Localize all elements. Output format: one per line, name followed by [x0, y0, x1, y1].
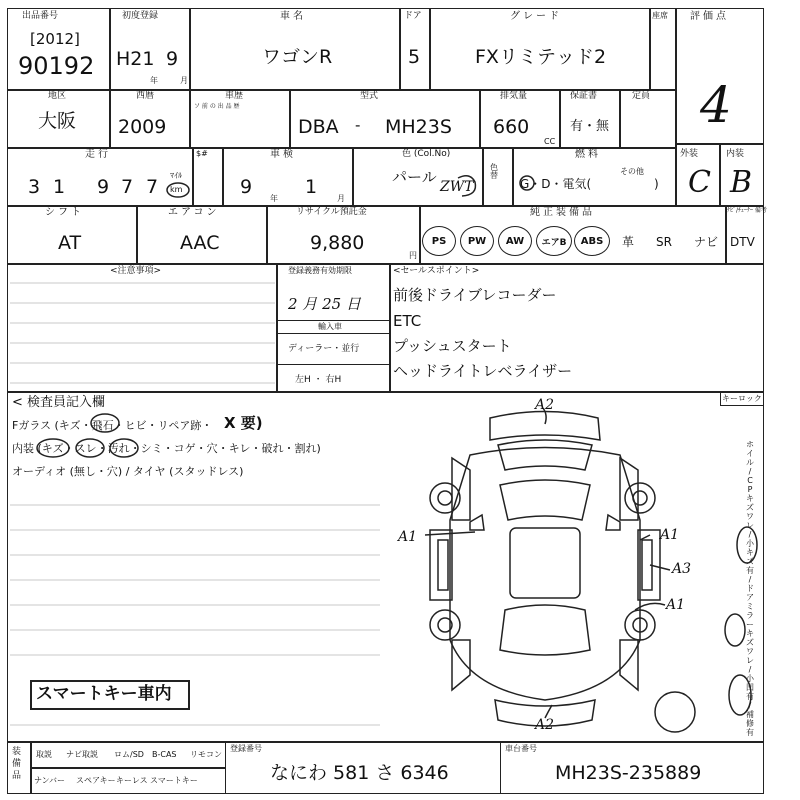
vertical-note-char: ル — [746, 458, 754, 467]
footer-item: 取説 — [36, 750, 52, 759]
inspection-year-unit: 年 — [270, 194, 278, 203]
reg-no: なにわ 581 さ 6346 — [270, 762, 449, 784]
mileage-label: 走行 — [85, 149, 111, 160]
equipment-dtv: DTV — [730, 235, 755, 249]
vertical-note-char: 凹 — [746, 683, 754, 692]
color-label: 色 (Col.No) — [402, 149, 451, 159]
vertical-note-char: レ — [746, 521, 754, 530]
footer-item: キーレス — [116, 776, 148, 785]
vertical-note-char: ミ — [746, 602, 754, 611]
exterior-grade: C — [688, 165, 711, 200]
vertical-note-char: 有 — [746, 728, 754, 737]
recycle-fee: 9,880 — [310, 232, 365, 254]
vertical-note-char: キ — [746, 548, 754, 557]
inspector-label: < 検査員記入欄 — [12, 395, 106, 410]
mileage-digit: 1 — [53, 176, 66, 198]
footer-item: ロム/SD — [114, 750, 144, 759]
notes-label: <注意事項> — [110, 266, 162, 276]
capacity-label: 定員 — [632, 91, 651, 101]
vertical-note-char: / — [748, 665, 752, 674]
vertical-note-char: レ — [746, 656, 754, 665]
exterior-label: 外装 — [680, 149, 699, 159]
area-label: 地区 — [48, 91, 67, 101]
aircon: AAC — [180, 232, 220, 254]
inspector-interior: 内装 (キズ・スレ・汚れ・シミ・コゲ・穴・キレ・破れ・割れ) — [12, 442, 321, 455]
handle-label: 座席 — [652, 11, 668, 20]
vertical-note-char: 補 — [746, 710, 754, 719]
inspector-audio: オーディオ (無し・穴) / タイヤ (スタッドレス) — [12, 465, 244, 478]
color-change-label: 色替 — [490, 163, 498, 180]
vertical-note-char: ア — [746, 593, 754, 602]
interior-grade: B — [730, 165, 753, 200]
reg-expiry: 2 月 25 日 — [288, 295, 361, 313]
equipment-ps: PS — [422, 226, 456, 256]
footer-item: ナビ取説 — [66, 750, 98, 759]
vertical-note-char: P — [747, 485, 753, 494]
color: パール — [392, 168, 437, 186]
sales-points-label: <セールスポイント> — [393, 266, 480, 276]
vertical-note-char: キ — [746, 494, 754, 503]
vertical-note-char: ズ — [746, 503, 754, 512]
western-year-label: 西暦 — [136, 91, 155, 101]
vertical-note-char: / — [748, 467, 752, 476]
inspection-label: 車検 — [270, 149, 296, 160]
footer-item: ナンバー — [34, 776, 66, 785]
vertical-note-char: キ — [746, 629, 754, 638]
sales-point: プッシュスタート — [393, 337, 512, 355]
mileage-digit: 7 — [121, 176, 134, 198]
stock-no-label: 出品番号 — [22, 11, 59, 21]
displacement-label: 排気量 — [500, 91, 528, 101]
fuel-close: ) — [654, 177, 659, 191]
vertical-note-char: / — [748, 530, 752, 539]
rating-score: 4 — [700, 76, 732, 134]
reg-expiry-label: 登録義務有効期限 — [288, 266, 352, 275]
fuel-other-label: その他 — [620, 167, 644, 176]
footer-item: リモコン — [190, 750, 222, 759]
vertical-note-char: ズ — [746, 557, 754, 566]
vertical-note-char: ド — [746, 584, 754, 593]
history-label: 車歴 — [225, 91, 244, 101]
mileage-unit-km: km — [170, 185, 183, 194]
vertical-note-char: ワ — [746, 647, 754, 656]
vertical-note-char: 修 — [746, 719, 754, 728]
damage-mark-rear: A2 — [535, 717, 555, 733]
area: 大阪 — [38, 110, 77, 132]
door-label: ドア — [404, 11, 422, 21]
vertical-note-char: 小 — [746, 539, 754, 548]
smartkey-stamp-text: スマートキー車内 — [36, 684, 172, 704]
first-reg-label: 初度登録 — [122, 11, 159, 21]
keylock-label: キーロック — [722, 394, 762, 403]
western-year: 2009 — [118, 116, 167, 138]
model-prefix: DBA — [298, 116, 339, 138]
shift: AT — [58, 232, 82, 254]
damage-mark-right-front: A1 — [660, 527, 680, 543]
recycle-label: リサイクル預託金 — [296, 207, 367, 217]
footer-item: スマートキー — [150, 776, 198, 785]
equipment-navi: ナビ — [694, 235, 719, 249]
damage-mark-left: A1 — [398, 529, 418, 545]
yen-unit: 円 — [409, 251, 417, 260]
reg-no-label: 登録番号 — [230, 744, 262, 753]
vertical-note-char: 小 — [746, 674, 754, 683]
model-label: 型式 — [360, 91, 379, 101]
shift-label: シフト — [45, 207, 84, 218]
sales-point: 前後ドライブレコーダー — [393, 286, 557, 304]
car-name-label: 車名 — [280, 11, 306, 22]
footer-item: B-CAS — [152, 750, 177, 759]
model-code: MH23S — [385, 116, 452, 138]
model-dash: - — [355, 116, 361, 134]
grade: FXリミテッド2 — [475, 46, 607, 68]
rating-label: 評価点 — [690, 11, 729, 22]
vertical-note-char: 有 — [746, 566, 754, 575]
inspector-glass: Fガラス (キズ・飛石・ヒビ・リペア跡・ — [12, 419, 213, 432]
mileage-digit: 7 — [146, 176, 159, 198]
inspection-year: 9 — [240, 176, 253, 198]
damage-mark-right-mid: A3 — [672, 561, 692, 577]
inspector-glass-mark: X 要) — [224, 414, 263, 432]
damage-mark-front: A2 — [535, 397, 555, 413]
footer-side-label: 装備品 — [12, 747, 22, 781]
displacement: 660 — [493, 116, 530, 138]
vertical-note-char: C — [747, 476, 753, 485]
mileage-flag-label: $# — [196, 149, 208, 158]
equipment-leather: 革 — [622, 235, 635, 249]
vertical-note-char: / — [748, 575, 752, 584]
vertical-note-char: / — [748, 701, 752, 710]
navi-tuner-label: ﾅﾋﾞ/ﾁｭｰﾅｰ 備考 — [727, 207, 767, 214]
vertical-note-char: ー — [746, 620, 754, 629]
stock-number: 90192 — [18, 52, 95, 80]
equipment-airbag: エアB — [536, 226, 572, 256]
warranty: 有・無 — [570, 119, 610, 134]
sales-point: ETC — [393, 312, 422, 330]
vertical-note-char: イ — [746, 449, 754, 458]
vertical-note-char: ラ — [746, 611, 754, 620]
import-label: 輸入車 — [318, 322, 342, 331]
fuel: G・D・電気( — [520, 177, 592, 191]
equipment-aw: AW — [498, 226, 532, 256]
vertical-note-char: ホ — [746, 440, 754, 449]
mileage-unit-mile: ﾏｲﾙ — [170, 171, 182, 180]
damage-mark-right-rear: A1 — [666, 597, 686, 613]
sales-point: ヘッドライトレベライザー — [393, 362, 573, 380]
cc-unit: CC — [544, 137, 556, 146]
chassis-no: MH23S-235889 — [555, 762, 702, 784]
grade-label: グレード — [510, 11, 562, 22]
first-reg-month: 9 — [166, 48, 179, 70]
interior-label: 内装 — [726, 149, 745, 159]
year-tag: [2012] — [30, 30, 80, 48]
door-count: 5 — [408, 46, 421, 68]
vertical-note-char: ワ — [746, 512, 754, 521]
equipment-abs: ABS — [574, 226, 610, 256]
warranty-label: 保証書 — [570, 91, 598, 101]
fuel-label: 燃料 — [575, 149, 601, 160]
equipment-pw: PW — [460, 226, 494, 256]
car-name: ワゴンR — [262, 46, 333, 68]
divider — [500, 742, 501, 794]
chassis-label: 車台番号 — [505, 744, 537, 753]
equipment-label: 純正装備品 — [530, 207, 595, 218]
color-code: ZWT — [440, 179, 474, 195]
vertical-note-char: ズ — [746, 638, 754, 647]
inspection-month: 1 — [305, 176, 318, 198]
vertical-note-char: 有 — [746, 692, 754, 701]
month-unit: 月 — [180, 76, 188, 85]
first-reg-era: H21 — [116, 48, 155, 70]
year-unit: 年 — [150, 76, 158, 85]
mileage-digit: 9 — [97, 176, 110, 198]
inspection-month-unit: 月 — [337, 194, 345, 203]
equipment-sunroof: SR — [656, 235, 672, 249]
handle-side: 左H ・ 右H — [295, 375, 342, 385]
mileage-digit: 3 — [28, 176, 41, 198]
history-note: ソ 前 の 出 品 歴 — [194, 103, 240, 110]
import-type: ディーラー・並行 — [288, 344, 360, 354]
aircon-label: エアコン — [168, 207, 220, 218]
footer-item: スペアキー — [76, 776, 116, 785]
